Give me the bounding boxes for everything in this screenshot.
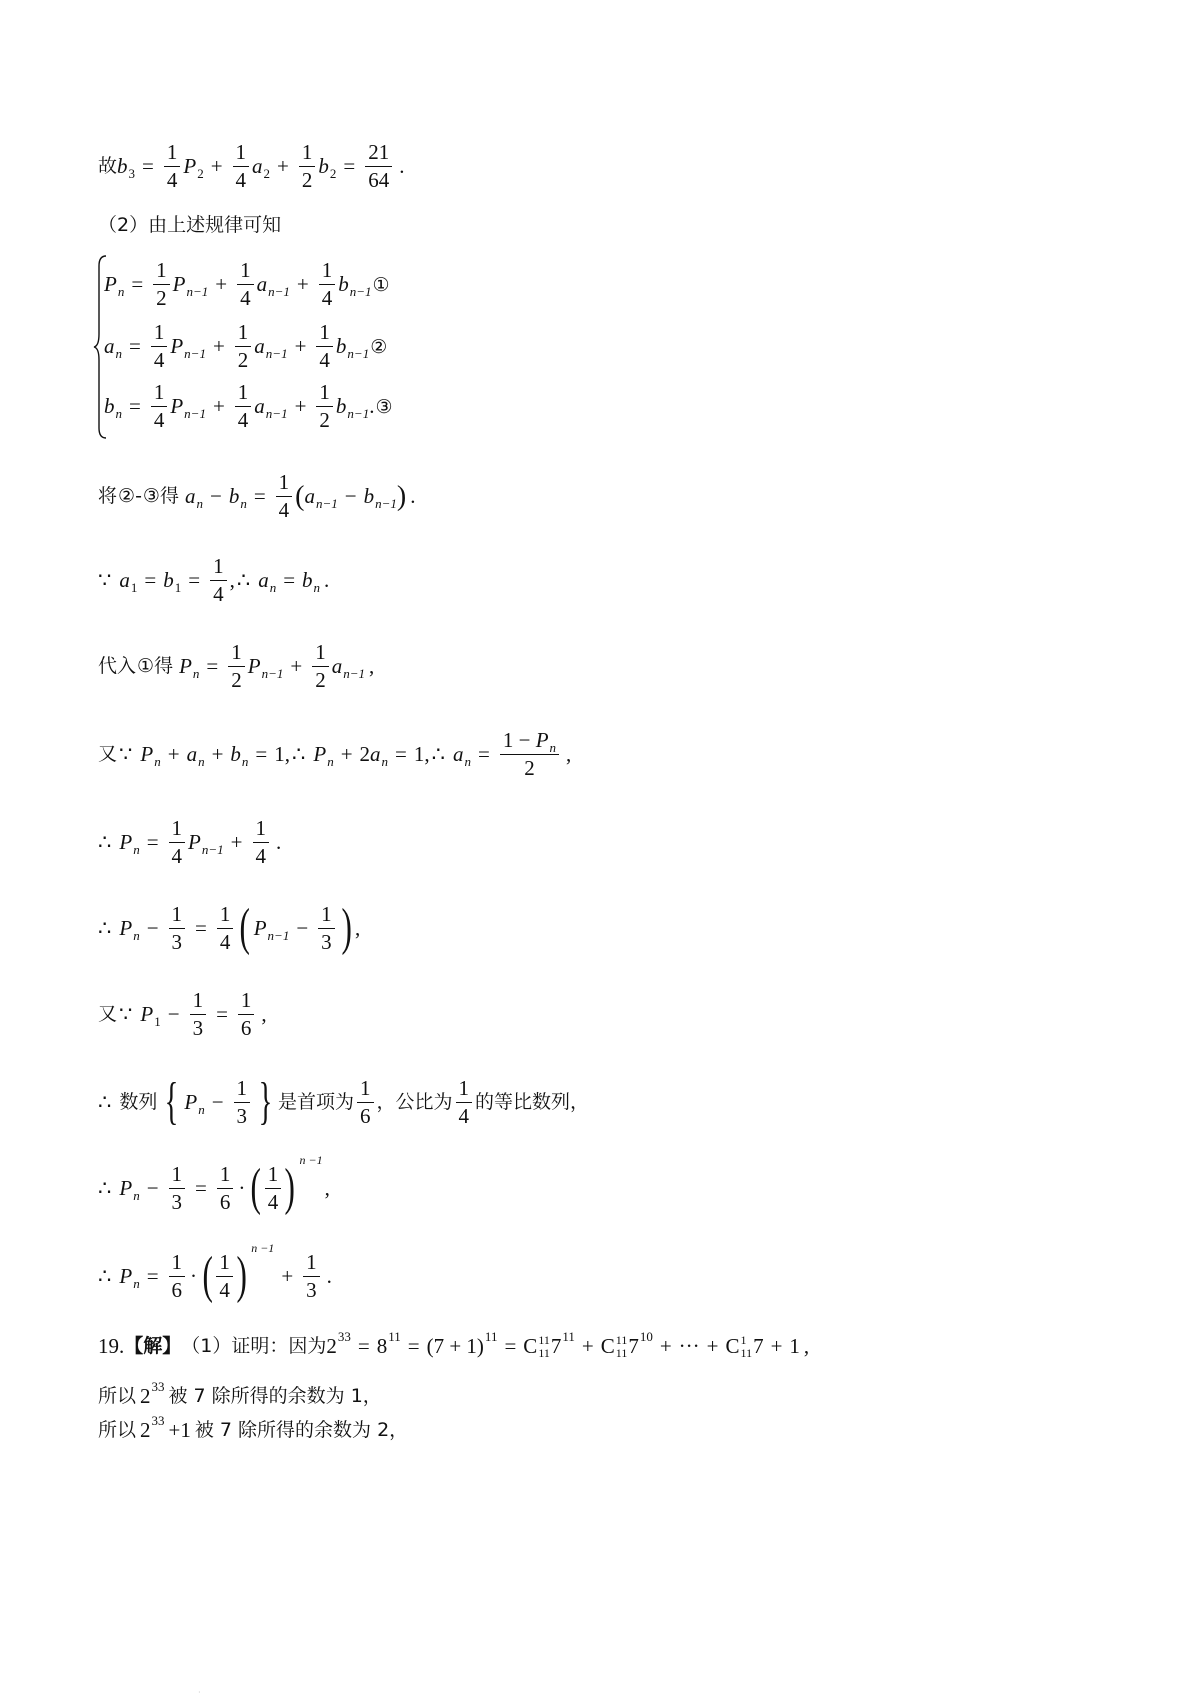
sub-n: n — [327, 754, 334, 769]
big-paren-close: ) — [236, 1247, 247, 1304]
frac-1-4: $\frac{1}{4}$ — [216, 1252, 233, 1301]
minus: − — [209, 484, 222, 508]
sub-n-1: n−1 — [375, 496, 397, 511]
exp-n-minus-1: n −1 — [251, 1241, 275, 1255]
sub-n-1: n−1 — [347, 405, 370, 421]
sub-2: 2 — [263, 166, 271, 181]
sub-n: n — [381, 754, 389, 769]
plus: + — [659, 1334, 672, 1359]
plus: + — [211, 742, 224, 766]
eq: = — [129, 394, 141, 418]
page-footer-mark: · — [198, 1688, 201, 1697]
sub-n-1: n−1 — [343, 666, 365, 681]
frac-1-6: $\frac{1}{6}$ — [357, 1078, 374, 1127]
eq: = — [216, 1002, 228, 1026]
eq: = — [146, 830, 159, 854]
text-shulie: 数列 — [119, 1090, 158, 1113]
frac-1-3: $\frac{1}{3}$ — [234, 1078, 251, 1127]
minus: − — [211, 1089, 224, 1114]
frac-1-3: $\frac{1}{3}$ — [303, 1252, 320, 1301]
sub-n-1: n−1 — [265, 405, 288, 421]
text-remainder-1: 被 7 除所得的余数为 1， — [168, 1385, 382, 1407]
num-8: 8 — [376, 1334, 388, 1359]
eq: = — [283, 568, 296, 592]
sub-n: n — [115, 405, 122, 421]
frac-1-2: $\frac{1}{2}$ — [316, 382, 333, 431]
circled-one: ① — [137, 655, 155, 677]
period: . — [369, 394, 375, 418]
question-number: 19. — [98, 1334, 125, 1359]
plus: + — [706, 1334, 719, 1359]
because-symbol: ∵ — [119, 742, 133, 766]
line-sum-one — [98, 730, 571, 779]
sup-33: 33 — [337, 1329, 351, 1345]
sub-n: n — [154, 754, 161, 769]
binom-C: C — [725, 1334, 740, 1359]
eq: = — [357, 1334, 370, 1359]
sub-n: n — [133, 1275, 140, 1291]
frac-21-64: $\frac{21}{64}$ — [365, 142, 392, 191]
sup-11: 11 — [388, 1329, 401, 1345]
solution-tag: 【解】 — [124, 1335, 182, 1358]
eq: = — [142, 154, 154, 178]
plus: + — [581, 1334, 594, 1359]
minus: − — [146, 915, 159, 940]
plus: + — [294, 334, 307, 358]
math-b: b — [338, 272, 349, 296]
text-de: 得 — [159, 485, 179, 507]
plus: + — [215, 272, 228, 296]
frac-1-6: $\frac{1}{6}$ — [238, 990, 255, 1039]
ellipsis: ··· — [678, 1334, 700, 1359]
sub-1: 1 — [154, 1014, 161, 1029]
frac-1-3: $\frac{1}{3}$ — [169, 1164, 186, 1213]
big-paren-open: ( — [250, 1159, 262, 1216]
therefore-symbol: ∴ — [431, 742, 446, 766]
eq: = — [146, 1263, 159, 1288]
big-brace-close: } — [258, 1073, 273, 1130]
line-substitute — [98, 642, 374, 691]
line-shifted-recurrence — [98, 899, 361, 956]
text-geometric-seq: 的等比数列， — [475, 1090, 590, 1113]
math-b: b — [335, 394, 347, 418]
sub-1: 1 — [174, 580, 182, 595]
period: . — [410, 484, 416, 508]
sub-n: n — [196, 496, 203, 511]
frac-1-4: $\frac{1}{4}$ — [217, 904, 234, 953]
math-P: P — [179, 654, 192, 678]
num-1: 1 — [789, 1334, 800, 1359]
plus: + — [290, 654, 303, 678]
heading-part-2 — [98, 216, 281, 235]
num-2: 2 — [326, 1334, 337, 1359]
circled-three: ③ — [142, 485, 160, 507]
frac-1-6: $\frac{1}{6}$ — [169, 1252, 186, 1301]
math-P: P — [119, 830, 133, 854]
math-P: P — [188, 830, 201, 854]
sub-n: n — [241, 754, 249, 769]
text-ratio: ，公比为 — [376, 1090, 453, 1113]
text-suoyi: 所以 — [98, 1419, 137, 1441]
eq: = — [206, 654, 219, 678]
frac-1-3: $\frac{1}{3}$ — [318, 904, 335, 953]
math-a: a — [258, 568, 269, 592]
sub-n-1: n−1 — [349, 283, 372, 299]
therefore-symbol: ∴ — [98, 915, 112, 940]
num-7: 7 — [628, 1334, 639, 1359]
therefore-symbol: ∴ — [98, 1089, 112, 1114]
sub-n-1: n−1 — [267, 927, 290, 943]
sub-n-1: n−1 — [261, 666, 284, 681]
sub-n-1: n−1 — [316, 496, 338, 511]
sub-n: n — [464, 754, 472, 769]
eq: = — [253, 484, 266, 508]
math-a: a — [119, 568, 130, 592]
line-general-term — [98, 1241, 332, 1304]
circled-three: ③ — [375, 395, 393, 418]
therefore-symbol: ∴ — [98, 1175, 112, 1200]
binom-indices: 11 11 — [615, 1333, 628, 1360]
plus: + — [294, 394, 307, 418]
binom-C: C — [523, 1334, 538, 1359]
eq: = — [129, 334, 141, 358]
num-1: 1, — [413, 742, 430, 766]
expr-7-plus-1: (7 + 1) — [426, 1334, 484, 1359]
frac-1-4: $\frac{1}{4}$ — [235, 382, 252, 431]
sub-3: 3 — [128, 166, 136, 181]
math-a: a — [256, 272, 268, 296]
math-b: b — [117, 154, 128, 178]
math-P: P — [172, 272, 186, 296]
math-a: a — [453, 742, 464, 766]
line-subtract — [98, 472, 415, 521]
frac-1-4: $\frac{1}{4}$ — [169, 818, 186, 867]
therefore-symbol: ∴ — [292, 742, 306, 766]
circled-two: ② — [118, 485, 136, 507]
eq: = — [188, 568, 201, 592]
frac-1-4: $\frac{1}{4}$ — [151, 322, 168, 371]
comma: , — [355, 915, 361, 940]
sub-n-1: n−1 — [268, 283, 290, 299]
sub-n: n — [313, 580, 321, 595]
text-remainder-2: 被 7 除所得的余数为 2， — [194, 1419, 409, 1441]
sub-n-1: n−1 — [184, 345, 206, 361]
plus: + — [230, 830, 243, 854]
text-jiang: 将 — [98, 485, 118, 507]
plus: + — [210, 154, 223, 178]
frac-1-4: $\frac{1}{4}$ — [456, 1078, 473, 1127]
math-b: b — [335, 334, 347, 358]
math-a: a — [254, 394, 265, 418]
math-b: b — [230, 742, 241, 766]
num-7: 7 — [550, 1334, 562, 1359]
therefore-symbol: ∴ — [236, 568, 251, 592]
therefore-symbol: ∴ — [98, 1263, 112, 1288]
line-recurrence — [98, 818, 281, 867]
frac-1-4: $\frac{1}{4}$ — [164, 142, 181, 191]
sub-n: n — [240, 496, 247, 511]
math-P: P — [183, 154, 197, 178]
sub-n: n — [133, 927, 140, 943]
comma: , — [229, 568, 235, 592]
math-a: a — [304, 484, 315, 508]
eq: = — [407, 1334, 420, 1359]
line-p1-shift — [98, 990, 267, 1039]
text-suoyi: 所以 — [98, 1385, 137, 1407]
math-P: P — [247, 654, 261, 678]
big-paren-open: ( — [239, 899, 251, 956]
sup-33: 33 — [151, 1379, 165, 1394]
plus: + — [340, 742, 353, 766]
frac-1-4: $\frac{1}{4}$ — [210, 556, 227, 605]
sub-n: n — [133, 1187, 140, 1203]
minus: − — [344, 484, 357, 508]
line-q19-proof — [98, 1329, 810, 1360]
therefore-symbol: ∴ — [98, 830, 112, 854]
plus: + — [770, 1334, 783, 1359]
num-2: 2 — [140, 1418, 151, 1442]
minus: − — [296, 915, 309, 940]
math-P: P — [119, 1175, 133, 1200]
minus-sign: - — [135, 485, 142, 507]
minus: − — [167, 1002, 180, 1026]
because-symbol: ∵ — [98, 568, 112, 592]
text-gu: 故 — [98, 155, 118, 177]
math-a: a — [184, 484, 196, 508]
eq: = — [195, 1175, 207, 1200]
binom-indices: 11 11 — [538, 1333, 550, 1360]
frac-1-4: $\frac{1}{4}$ — [265, 1164, 282, 1213]
math-b: b — [318, 154, 329, 178]
sub-n-1: n−1 — [186, 283, 209, 299]
big-paren-close: ) — [284, 1159, 296, 1216]
frac-1-4: $\frac{1}{4}$ — [233, 142, 250, 191]
line-general-shift — [98, 1153, 330, 1216]
sup-10: 10 — [639, 1329, 653, 1345]
math-a: a — [186, 742, 198, 766]
period: . — [324, 568, 330, 592]
math-P: P — [313, 742, 327, 766]
math-P: P — [170, 394, 184, 418]
comma: , — [803, 1334, 810, 1359]
circled-one: ① — [372, 273, 390, 296]
heading-part-2-text: （2）由上述规律可知 — [98, 214, 282, 236]
math-b: b — [228, 484, 240, 508]
math-P: P — [170, 334, 184, 358]
because-symbol: ∵ — [119, 1002, 133, 1026]
frac-1-6: $\frac{1}{6}$ — [217, 1164, 234, 1213]
sub-n: n — [269, 580, 277, 595]
sub-n-1: n−1 — [265, 345, 288, 361]
big-paren-open: ( — [202, 1247, 213, 1304]
text-dairu: 代入 — [98, 655, 137, 677]
cdot: · — [190, 1263, 198, 1288]
sub-n-1: n−1 — [201, 842, 224, 857]
eq: = — [144, 568, 157, 592]
comma: , — [566, 742, 572, 766]
sub-n-1: n−1 — [184, 405, 206, 421]
circled-two: ② — [370, 335, 388, 358]
math-a: a — [370, 742, 381, 766]
math-a: a — [331, 654, 343, 678]
comma: , — [324, 1175, 330, 1200]
text-proof-intro: （1）证明：因为 — [181, 1335, 327, 1358]
num-7: 7 — [753, 1334, 764, 1359]
frac-1-4: $\frac{1}{4}$ — [237, 260, 254, 309]
math-P: P — [140, 742, 154, 766]
frac-1-4: $\frac{1}{4}$ — [319, 260, 336, 309]
period: . — [276, 830, 282, 854]
math-b: b — [163, 568, 174, 592]
math-P: P — [253, 915, 267, 940]
frac-1-3: $\frac{1}{3}$ — [190, 990, 207, 1039]
sub-n-1: n−1 — [347, 345, 370, 361]
cdot: · — [238, 1175, 246, 1200]
sub-n: n — [198, 1101, 205, 1117]
comma: , — [261, 1002, 267, 1026]
frac-1-2: $\frac{1}{2}$ — [312, 642, 329, 691]
plus-1: +1 — [168, 1418, 191, 1442]
frac-1-4: $\frac{1}{4}$ — [276, 472, 293, 521]
period: . — [399, 154, 405, 178]
frac-1-2: $\frac{1}{2}$ — [153, 260, 170, 309]
frac-1-2: $\frac{1}{2}$ — [228, 642, 245, 691]
binom-C: C — [600, 1334, 615, 1359]
line-a1-b1 — [98, 556, 329, 605]
math-a: a — [252, 154, 263, 178]
math-b: b — [104, 394, 115, 418]
sup-11: 11 — [562, 1329, 575, 1345]
sup-33: 33 — [151, 1413, 165, 1428]
paren-close: ) — [396, 480, 407, 512]
line-geometric — [98, 1073, 590, 1130]
math-P: P — [119, 915, 133, 940]
math-a: a — [104, 334, 115, 358]
sub-1: 1 — [130, 580, 138, 595]
eq: = — [504, 1334, 517, 1359]
math-b: b — [363, 484, 375, 508]
sub-2: 2 — [197, 166, 204, 181]
big-paren-close: ) — [341, 899, 352, 956]
frac-1-minus-Pn-over-2: $\frac{1 - P_n}{2}$ — [500, 730, 559, 779]
plus: + — [212, 334, 225, 358]
eq: = — [255, 742, 268, 766]
line-remainder-1 — [98, 1379, 382, 1408]
sub-n: n — [115, 345, 122, 361]
math-b: b — [302, 568, 313, 592]
eq: = — [395, 742, 407, 766]
num-2: 2 — [359, 742, 371, 766]
system-row-2 — [104, 322, 387, 371]
frac-1-4: $\frac{1}{4}$ — [151, 382, 168, 431]
binom-indices: 1 11 — [740, 1333, 753, 1360]
period: . — [326, 1263, 332, 1288]
math-P: P — [119, 1263, 133, 1288]
frac-1-2: $\frac{1}{2}$ — [235, 322, 252, 371]
eq: = — [343, 154, 356, 178]
sub-n: n — [133, 842, 140, 857]
exp-n-minus-1: n −1 — [299, 1153, 323, 1167]
text-de: 得 — [154, 655, 174, 677]
frac-1-4: $\frac{1}{4}$ — [316, 322, 333, 371]
paren-open: ( — [295, 480, 305, 512]
math-a: a — [254, 334, 265, 358]
system-row-1 — [104, 260, 390, 309]
num-2: 2 — [140, 1384, 151, 1408]
frac-1-4: $\frac{1}{4}$ — [253, 818, 270, 867]
math-P: P — [140, 1002, 154, 1026]
frac-1-2: $\frac{1}{2}$ — [299, 142, 316, 191]
frac-1-3: $\frac{1}{3}$ — [169, 904, 186, 953]
plus: + — [296, 272, 309, 296]
comma: , — [368, 654, 375, 678]
line-remainder-2 — [98, 1413, 409, 1442]
equation-system — [92, 254, 512, 440]
text-you: 又 — [98, 743, 118, 765]
plus: + — [212, 394, 225, 418]
num-1: 1, — [274, 742, 290, 766]
sub-2: 2 — [329, 166, 337, 181]
sub-n: n — [117, 283, 125, 299]
text-you: 又 — [98, 1003, 118, 1025]
math-P: P — [104, 272, 117, 296]
math-P: P — [184, 1089, 198, 1114]
sub-n: n — [192, 666, 200, 681]
sup-11: 11 — [484, 1329, 498, 1345]
system-row-3 — [104, 382, 393, 431]
eq: = — [131, 272, 144, 296]
sub-n: n — [198, 754, 205, 769]
line-b3-result — [98, 142, 404, 191]
plus: + — [167, 742, 180, 766]
eq: = — [195, 915, 207, 940]
plus: + — [281, 1263, 294, 1288]
big-brace-open: { — [165, 1073, 179, 1130]
plus: + — [277, 154, 289, 178]
minus: − — [146, 1175, 159, 1200]
text-first-term: 是首项为 — [278, 1090, 355, 1113]
eq: = — [478, 742, 490, 766]
